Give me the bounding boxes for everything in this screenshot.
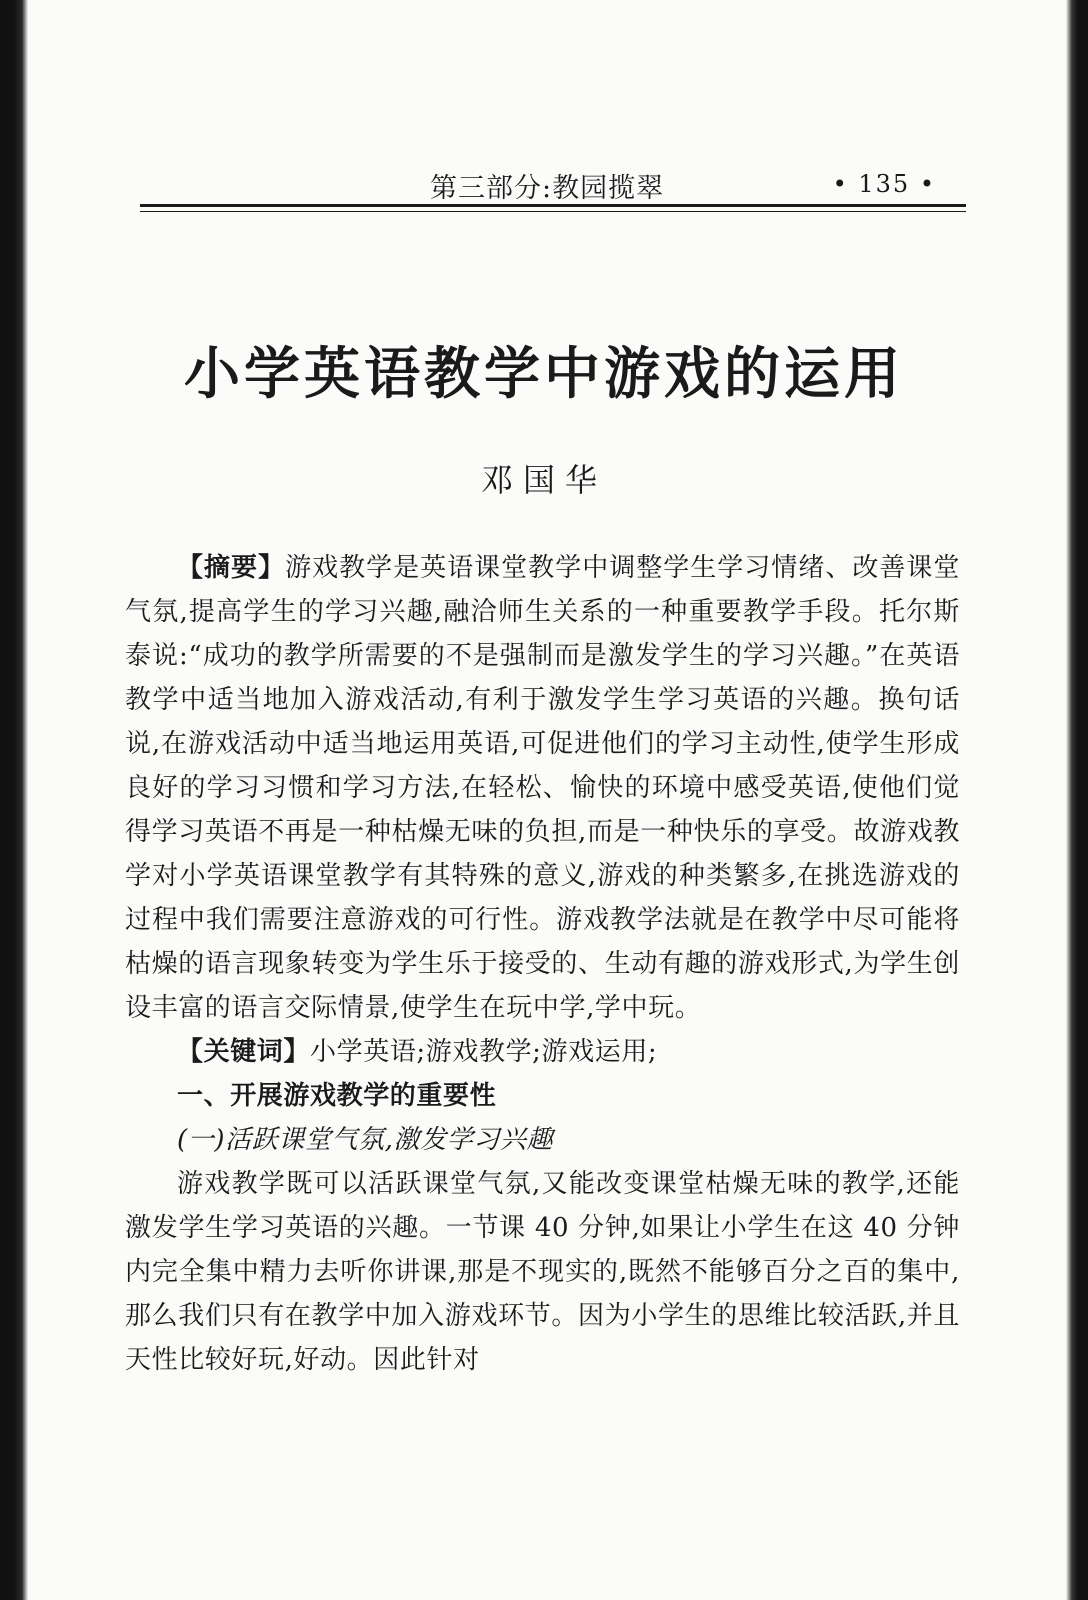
scan-edge-right: [1066, 0, 1088, 1600]
subsection-heading: (一)活跃课堂气氛,激发学习兴趣: [177, 1125, 554, 1155]
article-author: 邓国华: [480, 461, 607, 499]
keywords-text: 小学英语;游戏教学;游戏运用;: [310, 1037, 658, 1067]
section-heading: 一、开展游戏教学的重要性: [177, 1081, 497, 1111]
abstract-paragraph: [125, 546, 960, 1030]
header-section-title: 第三部分:教园揽翠: [430, 173, 665, 204]
article-body: [125, 546, 960, 1382]
page-number: • 135 •: [832, 170, 936, 198]
abstract-text: 游戏教学是英语课堂教学中调整学生学习情绪、改善课堂气氛,提高学生的学习兴趣,融洽师生关系的一种重要教学手段。托尔斯泰说:“成功的教学所需要的不是强制而是激发学生的学习兴趣。”在英语教学中适当地加入游戏活动,有利于激发学生学习英语的兴趣。换句话说,在游戏活动中适当地运用英语,可促进他们的学习主动性,使学生形成良好的学习习惯和学习方法,在轻松、愉快的环境中感受英语,使他们觉得学习英语不再是一种枯燥无味的负担,而是一种快乐的享受。故游戏教学对小学英语课堂教学有其特殊的意义,游戏的种类繁多,在挑选游戏的过程中我们需要注意游戏的可行性。游戏教学法就是在教学中尽可能将枯燥的语言现象转变为学生乐于接受的、生动有趣的游戏形式,为学生创设丰富的语言交际情景,使学生在玩中学,学中玩。: [125, 553, 960, 1023]
body-paragraph: 游戏教学既可以活跃课堂气氛,又能改变课堂枯燥无味的教学,还能激发学生学习英语的兴趣。一节课 40 分钟,如果让小学生在这 40 分钟内完全集中精力去听你讲课,那是不现实的,既然不能够百分之百的集中,那么我们只有在教学中加入游戏环节。因为小学生的思维比较活跃,并且天性比较好玩,好动。因此针对: [125, 1169, 960, 1375]
running-header: [140, 160, 966, 220]
header-rule-thin: [140, 211, 966, 212]
keywords-label: 【关键词】: [177, 1037, 311, 1067]
scan-edge-left: [0, 0, 28, 1600]
header-rule-thick: [140, 204, 966, 207]
abstract-label: 【摘要】: [177, 553, 286, 583]
keywords-paragraph: [125, 1030, 960, 1074]
article-title: 小学英语教学中游戏的运用: [184, 341, 904, 407]
